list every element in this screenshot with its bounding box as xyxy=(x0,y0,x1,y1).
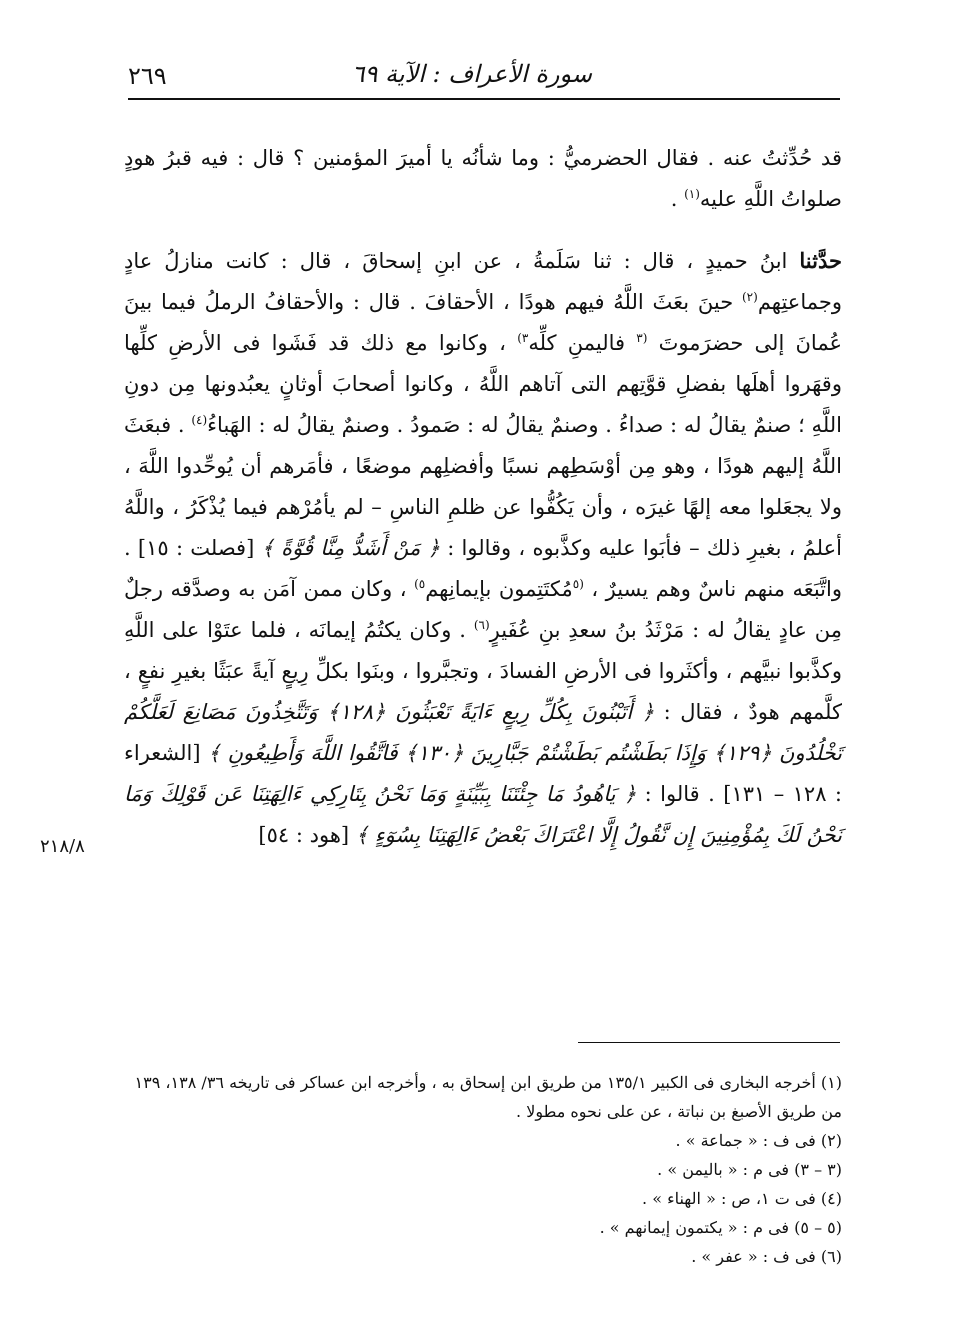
footnotes xyxy=(124,1068,842,1271)
text-segment: ، وكان ممن آمَن به وصدَّقه رجلٌ مِن عادٍ يقالُ له : مَرْثَدُ بنُ سعدِ بنِ عُفَيرٍ xyxy=(124,577,843,642)
text-segment: مُكتَتِمون بإيمانِهم xyxy=(425,577,573,601)
surah-verse-title: سورة الأعراف : الآية ٦٩ xyxy=(351,60,592,88)
text-segment: ، وكانوا مع ذلك قد فَشَوا فى الأرضِ كلِّها وقهَروا أهلَها بفضلِ قوَّتِهم التى آتاهم اللَّهُ ، وكانوا أصحابَ أوثانٍ يعبُدونها مِن دونِ اللَّهِ ؛ صنمٌ يقالُ له : صداءُ . وصنمٌ يقالُ له : صَمودُ . وصنمٌ يقالُ له : الهَباءُ xyxy=(124,331,842,437)
quran-reference-1: [فصلت : ١٥] xyxy=(130,536,262,560)
quran-quote-1: ﴿ مَنْ أَشَدُّ مِنَّا قُوَّةً ﴾ xyxy=(261,536,440,560)
footnote-1: (١) أخرجه البخارى فى الكبير ١٣٥/١ من طريق ابن إسحاق به ، وأخرجه ابن عساكر فى تاريخه ٣٦/ ١٣٨، ١٣٩ من طريق الأصبغ بن نباتة ، عن على نحوه مطولا . xyxy=(134,1073,842,1121)
paragraph-1 xyxy=(124,138,842,220)
page-number: ٢٦٩ xyxy=(128,62,167,90)
footnote-4: (٤) فى ت ١، ص : « الهناء » . xyxy=(642,1189,842,1208)
footnote-ref-1: (١) xyxy=(684,187,700,201)
text-segment: فاليمنِ كلِّه xyxy=(528,331,637,355)
paragraph-1-end: . xyxy=(670,187,685,211)
header-rule xyxy=(128,98,840,100)
text-segment: . فبعَثَ اللَّهُ إليهم هودًا ، وهو مِن أوْسَطِهم نسبًا وأفضلِهم موضعًا ، فأمَرهم أن يُوحِّدوا اللَّهَ ، ولا يجعَلوا معه إلهًا غيرَه ، وأن يَكُفُّوا عن ظلمِ الناسِ – لم يأمُرْهم فيما يُذْكَرُ ، واللَّهُ أعلمُ ، بغيرِ ذلك – فأبَوا عليه وكذَّبوه ، وقالوا : xyxy=(124,413,843,560)
main-text xyxy=(124,138,842,856)
paragraph-1-text: قد حُدِّثتُ عنه . فقال الحضرميُّ : وما شأنُه يا أميرَ المؤمنين ؟ قال : فيه قبرُ هودٍ صلواتُ اللَّهِ عليه xyxy=(124,146,842,211)
footnote-5: (٥ – ٥) فى م : « يكتمون إيمانهم » . xyxy=(599,1218,842,1237)
hadith-lead-word: حدَّثنا xyxy=(799,248,842,273)
footnote-ref-4: (٤) xyxy=(191,413,208,427)
quran-quote-2: ﴿ أَتَبْنُونَ بِكُلِّ رِيعٍ ءَايَةً تَعْبَثُونَ ﴿١٢٨﴾ وَتَتَّخِذُونَ مَصَانِعَ لَعَلَّكُمْ تَخْلُدُونَ ﴿١٢٩﴾ وَإِذَا بَطَشْتُم بَطَشْتُمْ جَبَّارِينَ ﴿١٣٠﴾ فَاتَّقُوا اللَّهَ وَأَطِيعُونِ ﴾ xyxy=(124,700,843,765)
text-segment: ابنُ حميدٍ ، قال : ثنا سَلَمةُ ، عن ابنِ إسحاقَ ، قال : كانت منازلُ عادٍ وجماعتِهم xyxy=(124,249,842,314)
quran-quote-3: ﴿ يَاهُودُ مَا جِئْتَنَا بِبَيِّنَةٍ وَمَا نَحْنُ بِتَارِكِي ءَالِهَتِنَا عَن قَوْلِكَ وَمَا نَحْنُ لَكَ بِمُؤْمِنِينَ إِن نَّقُولُ إِلَّا اعْتَرَاكَ بَعْضُ ءَالِهَتِنَا بِسُوٓءٍ ﴾ xyxy=(124,782,842,847)
footnote-ref-5-close: ٥) xyxy=(414,577,426,591)
quran-reference-3: [هود : ٥٤] xyxy=(258,823,356,847)
footnote-rule xyxy=(578,1042,840,1043)
footnote-ref-3-open: (٣ xyxy=(636,331,648,345)
footnote-6: (٦) فى ف : « عفر » . xyxy=(691,1247,842,1266)
text-segment: حينَ بعَثَ اللَّهُ فيهم هودًا ، الأحقافَ . قال : والأحقافُ الرملُ فيما بينَ عُمانَ إلى حضرَموتَ xyxy=(124,290,842,355)
footnote-ref-3-close: ٣) xyxy=(517,331,529,345)
footnote-ref-6: (٦) xyxy=(473,618,490,632)
footnote-ref-2: (٢) xyxy=(741,290,758,304)
text-segment: . واتَّبَعَه منهم ناسٌ وهم يسيرٌ ، xyxy=(124,536,842,601)
quran-reference-2: [الشعراء : ١٢٨ – ١٣١] xyxy=(124,741,842,806)
footnote-ref-5-open: (٥ xyxy=(572,577,584,591)
running-header xyxy=(128,56,840,96)
text-segment: . قالوا : xyxy=(636,782,715,806)
footnote-3: (٣ – ٣) فى م : « باليمن » . xyxy=(657,1160,842,1179)
paragraph-2 xyxy=(124,240,842,856)
margin-reference: ٢١٨/٨ xyxy=(40,836,85,857)
footnote-2: (٢) فى ف : « جماعة » . xyxy=(675,1131,842,1150)
text-segment: . وكان يكتُمُ إيمانَه ، فلما عتَوْا على اللَّهِ وكذَّبوا نبيَّهم ، وأكثَروا فى الأرضِ الفسادَ ، وتجبَّروا ، وبنَوا بكلِّ رِيعٍ آيةً عبَثًا بغيرِ نفعٍ ، كلَّمهم هودٌ ، فقال : xyxy=(124,618,842,724)
